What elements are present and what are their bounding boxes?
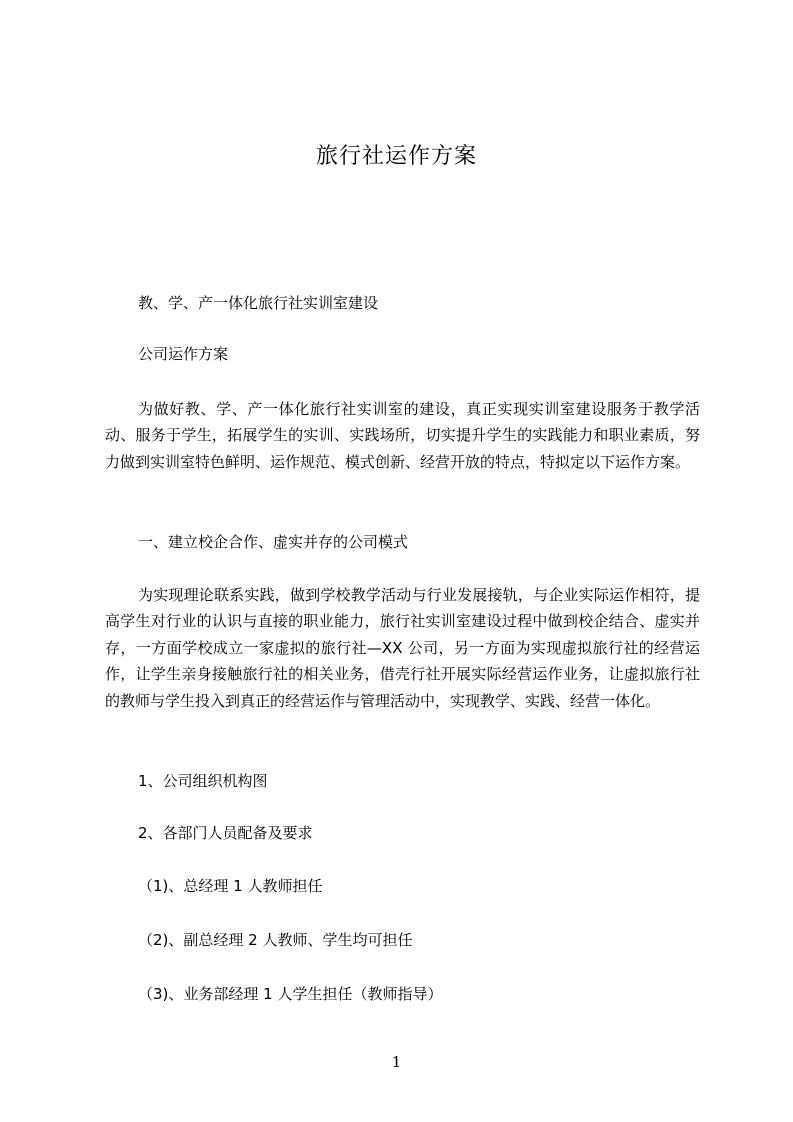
- sub-item-business-manager: （3)、业务部经理 1 人学生担任（教师指导）: [138, 985, 443, 1003]
- list-item-staffing: 2、各部门人员配备及要求: [138, 824, 313, 842]
- sub-item-general-manager: （1)、总经理 1 人教师担任: [138, 877, 323, 895]
- heading-company-plan: 公司运作方案: [138, 345, 229, 363]
- section-heading-school-enterprise: 一、建立校企合作、虚实并存的公司模式: [138, 533, 409, 551]
- paragraph-intro: 为做好教、学、产一体化旅行社实训室的建设，真正实现实训室建设服务于教学活动、服务于学生，拓展学生的实训、实践场所，切实提升学生的实践能力和职业素质，努力做到实训室特色鲜明、运作规范、模式创新、经营开放的特点，特拟定以下运作方案。: [105, 400, 700, 471]
- list-item-org-chart: 1、公司组织机构图: [138, 772, 268, 790]
- paragraph-school-enterprise: 为实现理论联系实践，做到学校教学活动与行业发展接轨，与企业实际运作相符，提高学生对行业的认识与直接的职业能力，旅行社实训室建设过程中做到校企结合、虚实并存，一方面学校成立一家虚拟的旅行社—XX 公司，另一方面为实现虚拟旅行社的经营运作，让学生亲身接触旅行社的相关业务，借壳行社开展实际经营运作业务，让虚拟旅行社的教师与学生投入到真正的经营运作与管理活动中，实现教学、实践、经营一体化。: [105, 586, 700, 710]
- document-title: 旅行社运作方案: [315, 144, 477, 169]
- page-number: 1: [391, 1053, 402, 1071]
- heading-classroom-construction: 教、学、产一体化旅行社实训室建设: [138, 294, 379, 312]
- sub-item-deputy-manager: （2)、副总经理 2 人教师、学生均可担任: [138, 931, 413, 949]
